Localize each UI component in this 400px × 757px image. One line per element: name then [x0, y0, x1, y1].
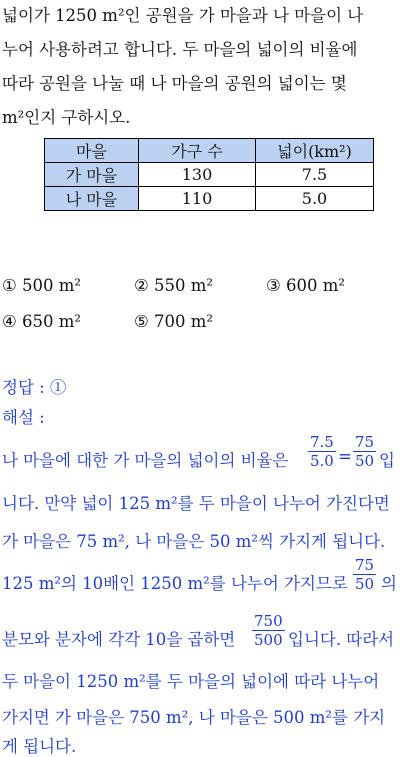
fraction-denominator: 50 — [355, 575, 375, 593]
table-row — [45, 187, 374, 211]
fraction-scaled — [252, 612, 285, 649]
fraction-ratio — [308, 433, 336, 470]
table-cell: 가 마을 — [45, 163, 139, 187]
fraction-denominator: 5.0 — [310, 452, 334, 470]
equals-sign: = — [338, 447, 352, 466]
answer-label: 정답 : ① — [2, 378, 67, 397]
fraction-numerator: 750 — [254, 612, 283, 630]
explanation-line-2: 니다. 만약 넓이 125 m²를 두 마을이 나누어 가진다면 — [2, 494, 390, 513]
choice-mark: ⑤ — [134, 312, 149, 331]
choice-mark: ④ — [2, 312, 17, 331]
question-line-2: 누어 사용하려고 합니다. 두 마을의 넓이의 비율에 — [2, 40, 358, 59]
explanation-line-6: 두 마을이 1250 m²를 두 마을의 넓이에 따라 나누어 — [2, 672, 380, 691]
choice-text: 600 m² — [286, 276, 346, 295]
table-row — [45, 163, 374, 187]
table-cell: 나 마을 — [45, 187, 139, 211]
choice-5[interactable] — [134, 312, 213, 331]
fraction-denominator: 500 — [254, 631, 283, 649]
village-data-table — [44, 138, 374, 211]
choice-mark: ③ — [266, 276, 281, 295]
choice-text: 550 m² — [154, 276, 214, 295]
choice-1[interactable] — [2, 276, 81, 295]
choice-mark: ② — [134, 276, 149, 295]
choice-4[interactable] — [2, 312, 81, 331]
table-cell: 7.5 — [256, 163, 374, 187]
table-cell: 5.0 — [256, 187, 374, 211]
explanation-line-5: 분모와 분자에 각각 10을 곱하면 — [2, 630, 236, 649]
explanation-line-1-end: 입 — [379, 451, 395, 470]
choice-text: 650 m² — [22, 312, 82, 331]
explanation-line-7: 가지면 가 마을은 750 m², 나 마을은 500 m²를 가지 — [2, 708, 386, 727]
table-cell: 110 — [139, 187, 256, 211]
table-header-cell: 마을 — [45, 139, 139, 163]
table-cell: 130 — [139, 163, 256, 187]
fraction-numerator: 7.5 — [310, 433, 334, 451]
fraction-numerator: 75 — [355, 556, 375, 574]
question-line-1: 넓이가 1250 m²인 공원을 가 마을과 나 마을이 나 — [2, 6, 364, 25]
choice-text: 500 m² — [22, 276, 82, 295]
table-header-cell: 가구 수 — [139, 139, 256, 163]
explanation-line-8: 게 됩니다. — [2, 737, 77, 756]
explanation-line-4: 125 m²의 10배인 1250 m²를 나누어 가지므로 — [2, 574, 348, 593]
explanation-line-3: 가 마을은 75 m², 나 마을은 50 m²씩 가지게 됩니다. — [2, 532, 386, 551]
fraction-denominator: 50 — [355, 452, 375, 470]
explanation-line-5-end: 입니다. 따라서 — [288, 630, 395, 649]
explanation-label: 해설 : — [2, 408, 45, 427]
fraction-numerator: 75 — [355, 433, 375, 451]
choice-2[interactable] — [134, 276, 213, 295]
table-header-cell: 넓이(km²) — [256, 139, 374, 163]
question-line-3: 따라 공원을 나눌 때 나 마을의 공원의 넓이는 몇 — [2, 74, 347, 93]
choice-text: 700 m² — [154, 312, 214, 331]
question-line-4: m²인지 구하시오. — [2, 108, 131, 127]
explanation-line-4-end: 의 — [381, 574, 397, 593]
fraction-ratio — [353, 556, 376, 593]
table-header-row — [45, 139, 374, 163]
choice-3[interactable] — [266, 276, 345, 295]
explanation-line-1: 나 마을에 대한 가 마을의 넓이의 비율은 — [2, 451, 289, 470]
fraction-ratio-simplified — [353, 433, 376, 470]
choice-mark: ① — [2, 276, 17, 295]
